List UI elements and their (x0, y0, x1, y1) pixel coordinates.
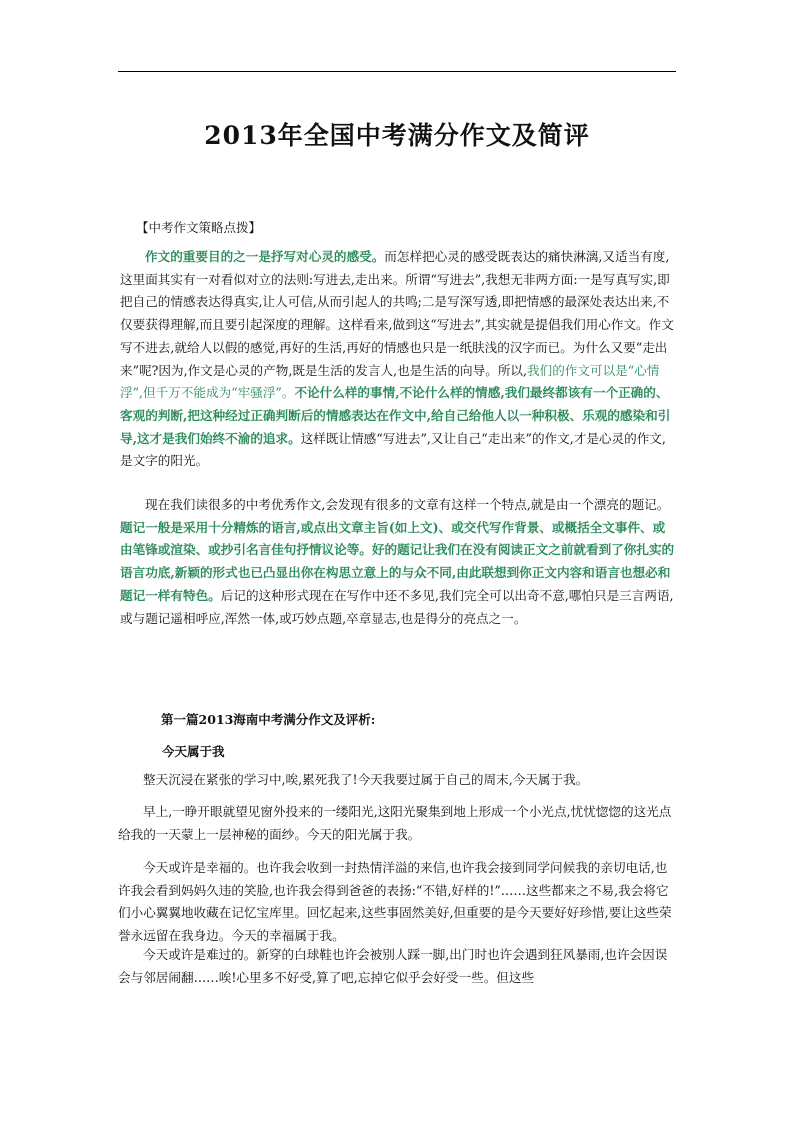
top-rule (118, 71, 676, 72)
highlight-text: 作文的重要目的之一是抒写对心灵的感受。 (145, 249, 385, 264)
essay-paragraph: 整天沉浸在紧张的学习中,唉,累死我了!今天我要过属于自己的周末,今天属于我。 (143, 772, 589, 787)
strategy-heading: 【中考作文策略点拨】 (136, 220, 262, 235)
essay-paragraph: 今天或许是幸福的。也许我会收到一封热情洋溢的来信,也许我会接到同学问候我的亲切电话,也许我会看到妈妈久违的笑脸,也许我会得到爸爸的表扬:“不错,好样的!”……这些都来之不易,我会将它们小心翼翼地收藏在记忆宝库里。回忆起来,这些事固然美好,但重要的是今天要好好珍惜,要让这些荣誉永远留在我身边。今天的幸福属于我。 (118, 860, 672, 943)
essay-section-heading: 第一篇2013海南中考满分作文及评析: (161, 712, 376, 727)
body-text: 而怎样把心灵的感受既表达的痛快淋漓,又适当有度,这里面其实有一对看似对立的法则:写进去,走出来。所谓“写进去”,我想无非两方面:一是写真写实,即把自己的情感表达得真实,让人可信,从而引起人的共鸣;二是写深写透,即把情感的最深处表达出来,不仅要获得理解,而且要引起深度的理解。这样看来,做到这“写进去”,其实就是提倡我们用心作文。作文写不进去,就给人以假的感觉,再好的生活,再好的情感也只是一纸肤浅的汉字而已。为什么又要“走出来”呢?因为,作文是心灵的产物,既是生活的发言人,也是生活的向导。所以, (120, 249, 674, 378)
highlight-text: 不论什么样的事情,不论什么样的情感,我们最终都该有一个正确的、客观的判断,把这种经过正确判断后的情感表达在作文中,给自己给他人以一种积极、乐观的感染和引导,这才是我们始终不渝的追求。 (120, 385, 671, 446)
strategy-paragraph-2 (120, 494, 675, 630)
essay-paragraph: 今天或许是难过的。新穿的白球鞋也许会被别人踩一脚,出门时也许会遇到狂风暴雨,也许会因误会与邻居闹翻……唉!心里多不好受,算了吧,忘掉它似乎会好受一些。但这些 (118, 947, 668, 985)
body-text: 后记的这种形式现在在写作中还不多见,我们完全可以出奇不意,哪怕只是三言两语,或与题记遥相呼应,浑然一体,或巧妙点题,卒章显志,也是得分的亮点之一。 (120, 587, 674, 626)
highlight-text: 题记一般是采用十分精炼的语言,或点出文章主旨(如上文)、或交代写作背景、或概括全文事件、或由笔锋或渲染、或抄引名言佳句抒情议论等。好的题记让我们在没有阅读正文之前就看到了你扎实的语言功底,新颖的形式也已凸显出你在构思立意上的与众不同,由此联想到你正文内容和语言也想必和题记一样有特色。 (120, 519, 675, 603)
document-title: 2013年全国中考满分作文及简评 (204, 121, 590, 150)
strategy-paragraph-1 (120, 246, 675, 473)
essay-title: 今天属于我 (162, 744, 225, 759)
body-text: 这样既让情感“写进去”,又让自己“走出来”的作文,才是心灵的作文,是文字的阳光。 (120, 430, 666, 469)
highlight-text: 我们的作文可以是“心情浮”,但千万不能成为“牢骚浮”。 (120, 362, 660, 401)
essay-paragraph: 早上,一睁开眼就望见窗外投来的一缕阳光,这阳光聚集到地上形成一个小光点,忧忧惚惚的这光点给我的一天蒙上一层神秘的面纱。今天的阳光属于我。 (118, 804, 672, 842)
body-text: 现在我们读很多的中考优秀作文,会发现有很多的文章有这样一个特点,就是由一个漂亮的题记。 (145, 497, 670, 512)
